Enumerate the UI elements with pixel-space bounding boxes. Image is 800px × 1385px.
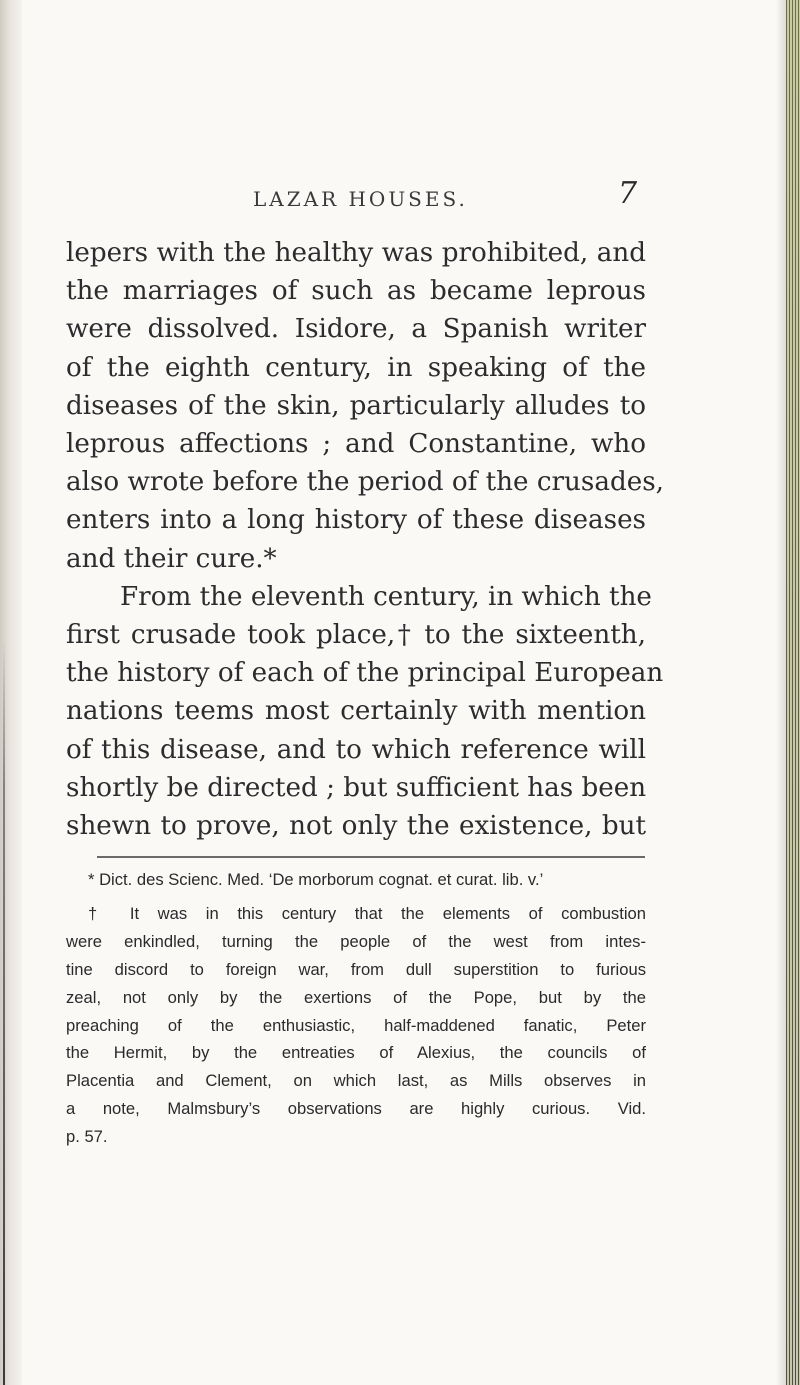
running-head: LAZAR HOUSES. (253, 187, 468, 211)
body-line: enters into a long history of these diseases (66, 505, 646, 536)
body-line: and their cure.* (66, 543, 277, 574)
body-line: diseases of the skin, particularly alludes to (66, 390, 646, 421)
footnotes (66, 866, 646, 1151)
body-line: first crusade took place,† to the sixteenth, (66, 620, 646, 651)
body-text (66, 234, 664, 845)
footnote-1: * Dict. des Scienc. Med. ‘De morborum cognat. et curat. lib. v.’ (88, 870, 544, 889)
body-line: the marriages of such as became leprous (66, 276, 646, 307)
footnote-2-line: Placentia and Clement, on which last, as Mills observes in (66, 1071, 646, 1091)
body-line: leprous affections ; and Constantine, who (66, 429, 646, 460)
footnote-2-line: preaching of the enthusiastic, half-maddened fanatic, Peter (66, 1015, 646, 1035)
footnote-2-line: the Hermit, by the entreaties of Alexius, the councils of (66, 1043, 646, 1063)
footnote-2-line: p. 57. (66, 1127, 108, 1147)
footnote-2-line: † It was in this century that the elements of combustion (88, 903, 646, 923)
footnote-2-line: a note, Malmsbury’s observations are highly curious. Vid. (66, 1099, 646, 1119)
page-number: 7 (618, 176, 638, 211)
body-line: shortly be directed ; but sufficient has been (66, 772, 647, 803)
body-line: lepers with the healthy was prohibited, and (66, 238, 646, 268)
footnote-rule (97, 856, 645, 858)
body-line: were dissolved. Isidore, a Spanish writer (66, 314, 646, 345)
body-line: also wrote before the period of the crusades, (66, 467, 664, 498)
body-line: of this disease, and to which reference will (66, 734, 646, 765)
footnote-2-line: zeal, not only by the exertions of the Pope, but by the (66, 987, 646, 1007)
footnote-2-line: were enkindled, turning the people of the west from intes- (66, 931, 646, 951)
body-line: shewn to prove, not only the existence, but (66, 811, 646, 842)
body-line: nations teems most certainly with mention (66, 696, 646, 727)
body-line: the history of each of the principal European (66, 658, 664, 689)
footnote-2-line: tine discord to foreign war, from dull superstition to furious (66, 959, 646, 979)
body-line: of the eighth century, in speaking of the (66, 352, 646, 383)
body-line: From the eleventh century, in which the (120, 581, 652, 612)
